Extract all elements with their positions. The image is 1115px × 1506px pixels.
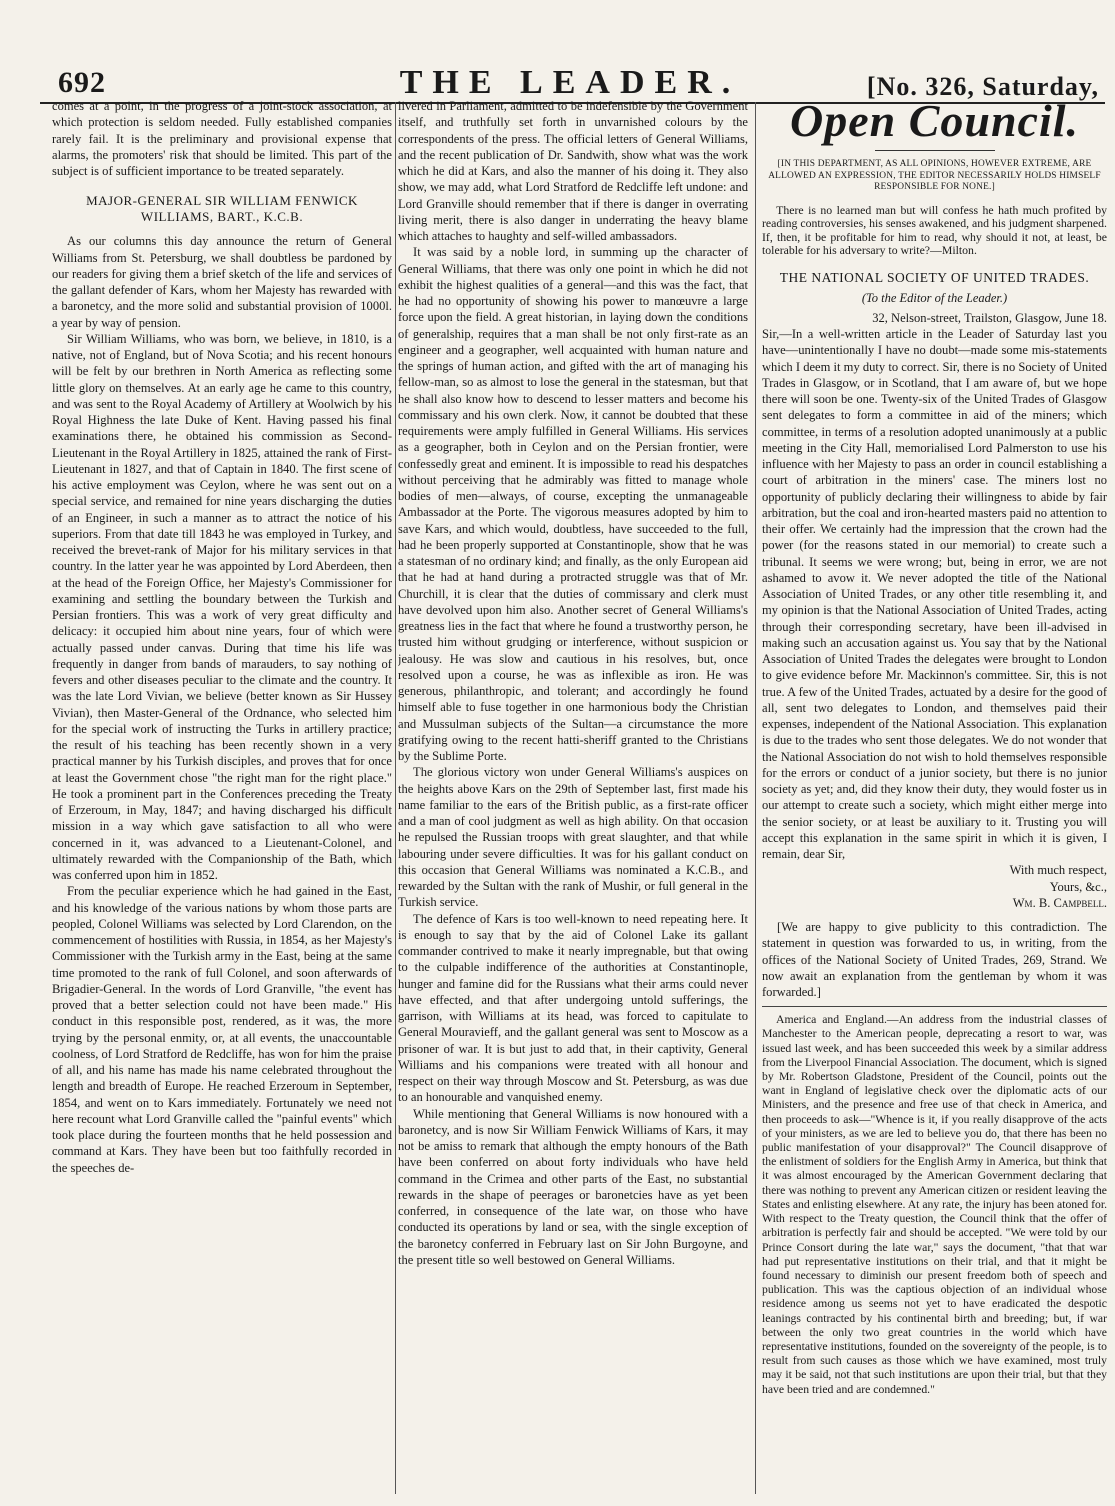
letter-subheading: (To the Editor of the Leader.) (861, 290, 1008, 305)
article-paragraph: Sir William Williams, who was born, we believe, in 1810, is a native, not of England, but of Nova Scotia; and his recent honours will be felt by our brethren in North America as reflecting some little glory on themselves. At an early age he came to this country, and was sent to the Royal Academy of Artillery at Woolwich by his Royal Highness the late Duke of Kent. Having passed his final examinations there, he obtained his commission as Second-Lieutenant in the Royal Artillery in 1825, attained the rank of First-Lieutenant in 1827, and that of Captain in 1840. The first scene of his active employment was Ceylon, where he was sent out on a special service, and remained for nine years discharging the duties of an Engineer, in such a manner as to attract the notice of his superiors. From that date till 1843 he was employed in Turkey, and received the brevet-rank of Major for his military services in that country. In the latter year he was appointed by Lord Aberdeen, then at the head of the Foreign Office, her Majesty's Commissioner for examining and settling the boundary between the Turkish and Persian frontiers. This was a work of very great difficulty and delicacy: it occupied him about nine years, four of which were actually passed under canvas. During that time his life was frequently in danger from bands of marauders, to say nothing of fevers and other diseases peculiar to the climate and the country. It was the late Lord Vivian, we believe (better known as Sir Hussey Vivian), then Master-General of the Ordnance, who selected him for the special work of instructing the Turks in artillery practice; the result of his teaching has been recently shown in a very practical manner by his Turkish disciples, and proves that for once at least the Government chose "the right man for the right place." He took a prominent part in the Conferences preceding the Treaty of Erzeroum, in May, 1847; and having discharged his difficult mission in a way which gave satisfaction to all who were concerned in it, was advanced to a Lieutenant-Colonel, and ultimately rewarded with the Companionship of the Bath, which was conferred upon him in 1852. (52, 331, 392, 882)
article-paragraph: As our columns this day announce the return of General Williams from St. Petersburg, we shall doubtless be pardoned by our readers for giving them a brief sketch of the life and services of the gallant defender of Kars, whom her Majesty has rewarded with a baronetcy, and the more solid and substantial provision of 1000l. a year by way of pension. (52, 234, 392, 330)
masthead: THE LEADER. (399, 64, 741, 101)
editor-disclaimer: [IN THIS DEPARTMENT, AS ALL OPINIONS, HOWEVER EXTREME, ARE ALLOWED AN EXPRESSION, THE EDITOR NECESSARILY HOLDS HIMSELF RESPONSIBLE FOR NONE.] (768, 159, 1101, 192)
letter-address: 32, Nelson-street, Trailston, Glasgow, June 18. (872, 310, 1107, 325)
letter-closing: With much respect, (1009, 863, 1107, 878)
milton-quote: There is no learned man but will confess he hath much profited by reading controversies, his senses awakened, and his judgment sharpened. If, then, it be profitable for him to read, why should it not, at least, be tolerable for his adversary to write?—Milton. (762, 202, 1107, 257)
issue-number: [No. 326, Saturday, (866, 72, 1099, 101)
letter-heading: THE NATIONAL SOCIETY OF UNITED TRADES. (779, 269, 1090, 285)
letter-closing: Yours, &c., (1049, 879, 1107, 894)
page-number: 692 (58, 66, 106, 99)
article-paragraph: It was said by a noble lord, in summing up the character of General Williams, that there was only one point in which he did not exhibit the highest qualities of a general—and this was the fact, that he had no opportunity of showing his power to manœuvre a large force upon the field. A great historian, in laying down the conditions of generalship, requires that a man shall be not only first-rate as an engineer and a geographer, well acquainted with human nature and the springs of human action, and gifted with the art of managing his fellow-man, so as almost to lose the general in the statesman, but that he shall also know how to descend to lesser matters and become his commissary and his own clerk. Now, it cannot be doubted that these requirements were amply fulfilled in General Williams. His services as a geographer, both in Ceylon and on the Persian frontier, were confessedly great and eminent. It is impossible to read his despatches without perceiving that he admirably was fitted to manage whole bodies of men—always, of course, excepting the unmanageable Ambassador at the Porte. The vigorous measures adopted by him to save Kars, and which would, doubtless, have succeeded to the full, had he been properly supported at Constantinople, show that he was a statesman of no ordinary kind; and finally, as the only European aid that he had at hand during a protracted struggle was that of Mr. Churchill, it is clear that the duties of commissary and clerk must have devolved upon him also. Another secret of General Williams's greatness lies in the fact that where he found a trustworthy person, he trusted him without grudging or interference, without suspicion or jealousy. He was slow and cautious in his resolves, but, once resolved upon a course, he was as inflexible as iron. He was generous, philanthropic, and tolerant; and accordingly he found himself able to fuse together in one harmonious body the Christian and Mussulman subjects of the Sultan—a circumstance the more gratifying owing to the recent hatti-sheriff granted to the Christians by the Sublime Porte. (398, 245, 748, 763)
letter-signature: Wm. B. Campbell. (1012, 895, 1107, 910)
article-paragraph: livered in Parliament, admitted to be indefensible by the Government itself, and truthfully set forth in unvarnished colours by the correspondents of the press. The official letters of General Williams, and the recent publication of Dr. Sandwith, show what was the work which he did at Kars, and also the manner of his doing it. They also show, we may add, what Lord Stratford de Redcliffe left undone: and Lord Granville should remember that if there is danger in overrating living merit, there is also danger in underrating the heavy blame which attaches to haughty and self-willed ambassadors. (398, 99, 748, 243)
letter-body: Sir,—In a well-written article in the Leader of Saturday last you have—unintentionally I have no doubt—made some mis-statements which I deem it my duty to correct. Sir, there is no Society of United Trades in Glasgow, or in Scotland, that I am aware of, but we hope there will soon be one. Twenty-six of the United Trades of Glasgow sent delegates to form a committee in aid of the miners; which committee, in terms of a resolution adopted unanimously at a public meeting in the City Hall, memorialised Lord Palmerston to use his influence with her Majesty to pass an order in council establishing a court of arbitration in the miners' case. The miners lost no opportunity of publicly declaring their willingness to abide by fair arbitration, but the coal and iron-hearted masters paid no attention to their offer. We certainly had the impression that the crown had the power (for the reasons stated in our memorial) to create such a tribunal. It seems we were wrong; but, being in error, we are not ashamed to avow it. We never adopted the title of the National Association of United Trades, or any other title resembling it, and my opinion is that the National Association of United Trades, acting through their corresponding secretary, have been ill-advised in making such an accusation against us. You say that by the National Association of United Trades the delegates were brought to London to give evidence before Mr. Mackinnon's committee. Sir, this is not true. A few of the United Trades, actuated by a desire for the good of all, sent two delegates to London, and themselves paid their expenses, independent of the National Association. This explanation is due to the trades who sent those delegates. We do not wonder that the National Association do not wish to hold themselves responsible for the errors or conduct of a junior society, but there is no junior society as yet; and, did they know their duty, they would foster us in our attempt to create such a society, which might either merge into the senior society, or at least be auxiliary to it. Trusting you will accept this explanation in the same spirit in which it is given, I remain, dear Sir, (762, 327, 1107, 861)
column-middle (398, 98, 748, 1498)
article-paragraph: While mentioning that General Williams is now honoured with a baronetcy, and is now Sir William Fenwick Williams of Kars, it may not be amiss to remark that although the empty honours of the Bath have been conferred on about forty individuals who have held command in the Crimea and other parts of the East, no substantial rewards in the shape of peerages or baronetcies have as yet been conferred, in consequence of the late war, on those who have conducted its operations by land or sea, with the single exception of the baronetcy conferred in February last on Sir John Burgoyne, and the present title so well bestowed on General Williams. (398, 1106, 748, 1267)
article-heading: MAJOR-GENERAL SIR WILLIAM FENWICK WILLIAMS, BART., K.C.B. (86, 193, 358, 225)
column-rule (755, 102, 756, 1494)
article-continuation: comes at a point, in the progress of a joint-stock association, at which protection is seldom needed. Fully established companies rarely fail. It is the preliminary and provisional expense that alarms, the promoters' risk that should be limited. This part of the subject is of sufficient importance to be treated separately. (52, 99, 392, 178)
section-divider (762, 1006, 1107, 1007)
title-divider (875, 150, 995, 151)
column-rule (395, 102, 396, 1494)
editor-note: [We are happy to give publicity to this contradiction. The statement in question was forwarded to us, in writing, from the offices of the National Society of United Trades, 269, Strand. We now await an explanation from the gentleman by whom it was forwarded.] (762, 920, 1107, 999)
article-paragraph: The glorious victory won under General Williams's auspices on the heights above Kars on the 29th of September last, first made his name familiar to the ears of the British public, as a first-rate officer and a man of cool judgment as well as high ability. On that occasion he repulsed the Russian troops with great slaughter, and that while labouring under severe difficulties. It was for his gallant conduct on this occasion that General Williams was nominated a K.C.B., and rewarded by the Sultan with the rank of Mushir, or full general in the Turkish service. (398, 765, 748, 910)
article-paragraph: The defence of Kars is too well-known to need repeating here. It is enough to say that by the aid of Colonel Lake its gallant commander contrived to make it nearly impregnable, but that owing to the culpable indifference of the authorities at Constantinople, hunger and famine did for the Russians what their arms could never have effected, and that after undergoing untold sufferings, the garrison, with Williams at its head, was forced to capitulate to General Mouravieff, and the gallant general was sent to Moscow as a prisoner of war. It is but just to add that, in their captivity, General Williams and his companions were treated with all honour and respect on their way through Moscow and St. Petersburg, as was due to an honourable and vanquished enemy. (398, 911, 748, 1105)
news-item: America and England.—An address from the industrial classes of Manchester to the American people, deprecating a resort to war, was issued last week, and has been succeeded this week by a similar address from the Liverpool Financial Association. The document, which is signed by Mr. Robertson Gladstone, President of the Council, points out the want in England of legislative check over the diplomatic acts of our Ministers, and the presence and free use of that check in America, and then proceeds to ask—"Whence is it, if you really disapprove of the acts of your ministers, as we are led to believe you do, that there has been no public manifestation of your disapproval?" The Council disapprove of the enlistment of soldiers for the English Army in America, but think that it was almost encouraged by the American Government declaring that there was nothing to prevent any American citizen or resident leaving the States and enlisting elsewhere. At any rate, the injury has been atoned for. With respect to the Treaty question, the Council think that the offer of arbitration is perfectly fair and should be accepted. "We were told by our Prince Consort during the late war," says the document, "that that war had put representative institutions on their trial, and that it might be found necessary to diminish our present freedom both of speech and publication. This was the captious objection of an individual whose residence among us seems not yet to have eradicated the despotic leanings contracted by his continental birth and breeding; but, if war between the only two great countries in the world which have representative institutions, founded on the sovereignty of the people, is to result from such causes as those which we have examined, most truly may it be said, not that such institutions are upon their trial, but that they have been tried and are condemned." (762, 1013, 1107, 1396)
article-paragraph: From the peculiar experience which he had gained in the East, and his knowledge of the various nations by whom those parts are peopled, Colonel Williams was selected by Lord Clarendon, on the commencement of hostilities with Russia, in 1854, as her Majesty's Commissioner with the Turkish army in the East, being at the same time promoted to the rank of full Colonel, and soon afterwards of Brigadier-General. In the words of Lord Granville, "the event has proved that a better selection could not have been made." His conduct in this responsible post, rendered, as it was, the more trying by the personal enmity, or, at all events, the unaccountable coolness, of Lord Stratford de Redcliffe, has won for him the praise of all, and his name has made his name celebrated throughout the length and breadth of Europe. He reached Erzeroum in September, 1854, and went on to Kars immediately. Fortunately we need not here recount what Lord Granville called the "painful events" which took place during the fourteen months that he held possession and command at Kars. They have been but too faithfully recorded in the speeches de- (52, 884, 392, 1175)
section-title: Open Council. (789, 98, 1080, 146)
column-right (762, 98, 1107, 1498)
column-left (52, 98, 392, 1498)
